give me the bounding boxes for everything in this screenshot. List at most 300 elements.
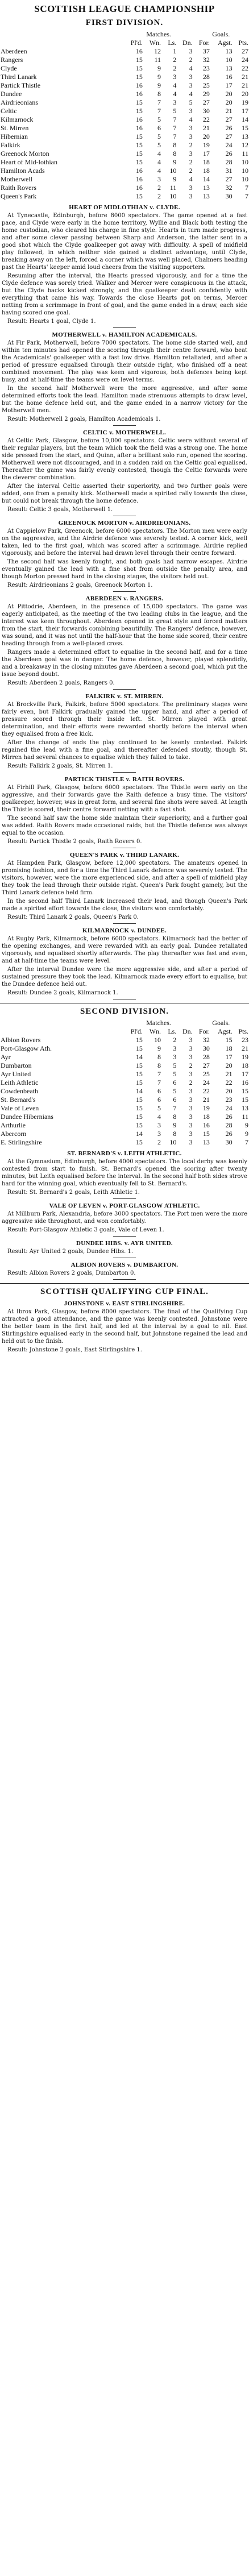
second-division-rows (0, 1036, 249, 1147)
stat-cell: 5 (157, 115, 161, 123)
table-row (0, 115, 249, 124)
stat-cell: 16 (135, 81, 143, 89)
stat-cell: 8 (173, 141, 177, 149)
report-heading: KILMARNOCK v. DUNDEE. (82, 927, 167, 934)
stat-cell: 18 (242, 1061, 248, 1069)
first-division-table (0, 30, 249, 201)
stat-cell: 2 (189, 1078, 193, 1086)
team-name: E. Stirlingshire (1, 1138, 42, 1146)
table-row (0, 184, 249, 192)
report-paragraph: At Fir Park, Motherwell, before 7000 spectators. The home side started well, and within ten minutes had opened the scoring through their centre forward, who beat the Academicals' goalkeeper with a fast low drive. Hamilton retaliated, and after a period of pressure equalised through their outside right, who finished off a neat combined movement. The play was keen and vigorous, both defences being kept busy, and at half-time the teams were on level terms. (2, 340, 247, 383)
report-heading: ST. BERNARD'S v. LEITH ATHLETIC. (67, 1150, 182, 1157)
table-row (0, 1078, 249, 1087)
stat-cell: 15 (242, 124, 248, 132)
first-division-reports (0, 204, 249, 999)
stat-cell: 16 (135, 184, 143, 192)
stat-cell: 15 (242, 1096, 248, 1104)
stat-cell: 26 (225, 124, 233, 132)
stat-cell: 21 (202, 1096, 210, 1104)
stat-cell: 21 (225, 107, 233, 115)
stat-cell: 10 (225, 56, 233, 64)
against-header: Agst. (217, 1027, 233, 1035)
stat-cell: 4 (157, 150, 161, 157)
stat-cell: 3 (157, 1121, 161, 1129)
table-row (0, 90, 249, 98)
stat-cell: 3 (189, 1087, 193, 1095)
table-row (0, 132, 249, 141)
stat-cell: 22 (225, 1078, 233, 1086)
stat-cell: 20 (202, 132, 210, 140)
stat-cell: 37 (202, 47, 210, 55)
table-row (0, 56, 249, 64)
stat-cell: 32 (202, 56, 210, 64)
stat-cell: 2 (173, 1036, 177, 1044)
report-paragraph: In the second half Motherwell were the more aggressive, and after some determined efforts took the lead. Hamilton made strenuous attempts to draw level, but the home defence held out, and the game ended in a narrow victory for the Motherwell men. (2, 385, 247, 414)
team-name: Vale of Leven (1, 1104, 39, 1112)
team-name: St. Bernard's (1, 1096, 36, 1104)
team-name: Cowdenbeath (1, 1087, 38, 1095)
table-row (0, 1096, 249, 1104)
stat-cell: 2 (189, 1061, 193, 1069)
stat-cell: 5 (157, 1104, 161, 1112)
short-rule (113, 1236, 136, 1237)
stat-cell: 11 (242, 150, 248, 157)
stat-cell: 21 (242, 81, 248, 89)
stat-cell: 17 (202, 150, 210, 157)
stat-cell: 9 (157, 81, 161, 89)
stat-cell: 3 (189, 81, 193, 89)
table-row (0, 73, 249, 81)
drawn-header: Dn. (182, 1027, 193, 1035)
stat-cell: 30 (225, 1138, 233, 1146)
team-name: Hamilton Acads (1, 167, 45, 175)
team-name: Leith Athletic (1, 1078, 39, 1086)
team-name: Dundee (1, 90, 22, 98)
team-name: Third Lanark (1, 73, 37, 81)
team-name: Aberdeen (1, 47, 27, 55)
stat-cell: 25 (202, 1070, 210, 1078)
section-divider (0, 1283, 249, 1284)
stat-cell: 17 (242, 107, 248, 115)
stat-cell: 17 (225, 1053, 233, 1061)
report-paragraph: At Tynecastle, Edinburgh, before 8000 spectators. The game opened at a fast pace, and Clyde were early in the home territory, Wyllie and Black both testing the home custodian, who cleared his charge in fine style. Hearts in turn made progress, and after some clever passing between Sharp and Anderson, the latter sent in a good shot which the Clyde goalkeeper got away with difficulty. A spell of midfield play followed, in which neither side gained a distinct advantage, until Clyde, breaking away on the left, forced a corner which was well placed, Chalmers heading past the Hearts' keeper amid loud cheers from the visiting supporters. (2, 213, 247, 271)
stat-cell: 4 (189, 64, 193, 72)
stat-cell: 26 (225, 1130, 233, 1138)
against-header: Agst. (217, 39, 233, 47)
stat-cell: 6 (173, 1096, 177, 1104)
table-row (0, 107, 249, 115)
stat-cell: 15 (135, 1036, 143, 1044)
stat-cell: 4 (189, 90, 193, 98)
stat-cell: 7 (173, 115, 177, 123)
team-name: Airdrieonians (1, 98, 38, 106)
stat-cell: 26 (225, 1113, 233, 1121)
stat-cell: 18 (202, 158, 210, 166)
stat-cell: 5 (173, 1061, 177, 1069)
stat-cell: 2 (189, 167, 193, 175)
team-name: Hibernian (1, 132, 28, 140)
report-paragraph: Result: Hearts 1 goal, Clyde 1. (7, 318, 96, 325)
stat-cell: 6 (157, 1087, 161, 1095)
stat-cell: 3 (173, 98, 177, 106)
stat-cell: 3 (189, 1104, 193, 1112)
table-row (0, 1113, 249, 1121)
stat-cell: 17 (242, 1070, 248, 1078)
stat-cell: 8 (173, 1130, 177, 1138)
report-heading: DUNDEE HIBS. v. AYR UNITED. (76, 1240, 173, 1247)
stat-cell: 13 (242, 132, 248, 140)
stat-cell: 4 (173, 81, 177, 89)
stat-cell: 14 (242, 115, 248, 123)
team-name: Clyde (1, 64, 17, 72)
table-row (0, 1061, 249, 1070)
report-heading: GREENOCK MORTON v. AIRDRIEONIANS. (58, 520, 191, 526)
report-heading: CELTIC v. MOTHERWELL. (82, 429, 167, 436)
stat-cell: 10 (169, 1138, 177, 1146)
stat-cell: 15 (135, 1138, 143, 1146)
table-row (0, 158, 249, 167)
stat-cell: 11 (169, 184, 177, 192)
stat-cell: 26 (225, 150, 233, 157)
stat-cell: 3 (189, 1121, 193, 1129)
report-paragraph: Result: Ayr United 2 goals, Dundee Hibs. 1. (7, 1248, 134, 1255)
stat-cell: 5 (157, 141, 161, 149)
stat-cell: 20 (225, 1087, 233, 1095)
stat-cell: 8 (157, 90, 161, 98)
won-header: Wn. (149, 1027, 161, 1035)
table-row (0, 192, 249, 201)
stat-cell: 3 (189, 192, 193, 200)
stat-cell: 16 (135, 175, 143, 183)
stat-cell: 9 (157, 64, 161, 72)
report-heading: QUEEN'S PARK v. THIRD LANARK. (69, 852, 180, 858)
stat-cell: 27 (202, 98, 210, 106)
stat-cell: 2 (189, 158, 193, 166)
stat-cell: 5 (173, 1070, 177, 1078)
stat-cell: 3 (157, 175, 161, 183)
stat-cell: 11 (154, 56, 161, 64)
stat-cell: 10 (169, 167, 177, 175)
report-heading: MOTHERWELL v. HAMILTON ACADEMICALS. (52, 331, 197, 338)
stat-cell: 21 (242, 73, 248, 81)
table-row (0, 141, 249, 150)
stat-cell: 12 (242, 141, 248, 149)
stat-cell: 28 (202, 1053, 210, 1061)
stat-cell: 15 (225, 1036, 233, 1044)
report-heading: FALKIRK v. ST. MIRREN. (85, 693, 164, 700)
pld-header: Pl'd. (130, 1027, 143, 1035)
cup-subheading: JOHNSTONE v. EAST STIRLINGSHIRE. (64, 1300, 185, 1307)
stat-cell: 8 (173, 150, 177, 157)
for-header: For. (198, 39, 210, 47)
table-row (0, 1121, 249, 1130)
table-header-row (0, 30, 249, 39)
stat-cell: 10 (169, 192, 177, 200)
stat-cell: 3 (189, 1070, 193, 1078)
stat-cell: 15 (135, 192, 143, 200)
stat-cell: 7 (173, 1104, 177, 1112)
stat-cell: 10 (242, 175, 248, 183)
team-name: Arthurlie (1, 1121, 26, 1129)
stat-cell: 16 (135, 124, 143, 132)
stat-cell: 22 (202, 1087, 210, 1095)
stat-cell: 4 (157, 1113, 161, 1121)
report-paragraph: Resuming after the interval, the Hearts pressed vigorously, and for a time the Clyde defence was sorely tried. Walker and Mercer were conspicuous in the attack, but the Clyde backs kicked strongly, and the goalkeeper dealt confidently with everything that came his way. Towards the close Hearts got on terms, Mercer netting from a scrimmage in front of goal, and the game ended in a draw, each side having scored one goal. (2, 273, 247, 316)
stat-cell: 27 (225, 175, 233, 183)
table-subheader-row (0, 39, 249, 47)
stat-cell: 27 (202, 1061, 210, 1069)
cup-heading: SCOTTISH QUALIFYING CUP FINAL. (40, 1287, 209, 1296)
stat-cell: 16 (225, 73, 233, 81)
for-header: For. (198, 1027, 210, 1035)
team-name: Ayr United (1, 1070, 31, 1078)
stat-cell: 15 (135, 132, 143, 140)
stat-cell: 16 (202, 1121, 210, 1129)
stat-cell: 28 (225, 1121, 233, 1129)
table-row (0, 1130, 249, 1138)
short-rule (113, 1279, 136, 1280)
team-name: St. Mirren (1, 124, 29, 132)
table-header-row (0, 1019, 249, 1027)
stat-cell: 10 (242, 158, 248, 166)
stat-cell: 20 (225, 98, 233, 106)
won-header: Wn. (149, 39, 161, 47)
stat-cell: 7 (157, 107, 161, 115)
stat-cell: 8 (157, 1061, 161, 1069)
table-row (0, 167, 249, 175)
stat-cell: 3 (173, 1044, 177, 1052)
stat-cell: 6 (157, 124, 161, 132)
report-paragraph: In the second half Third Lanark increased their lead, and though Queen's Park made a spirited effort towards the close, the visitors won comfortably. (2, 898, 247, 912)
team-name: Heart of Mid-lothian (1, 158, 57, 166)
lost-header: Ls. (168, 1027, 177, 1035)
stat-cell: 3 (189, 73, 193, 81)
goals-header: Goals. (212, 30, 230, 38)
stat-cell: 15 (135, 1096, 143, 1104)
team-name: Abercorn (1, 1130, 27, 1138)
stat-cell: 15 (135, 158, 143, 166)
stat-cell: 13 (225, 64, 233, 72)
stat-cell: 5 (157, 132, 161, 140)
table-row (0, 47, 249, 56)
second-division-heading: SECOND DIVISION. (80, 1007, 169, 1016)
stat-cell: 18 (202, 1113, 210, 1121)
stat-cell: 15 (135, 141, 143, 149)
stat-cell: 15 (135, 1121, 143, 1129)
stat-cell: 30 (202, 1044, 210, 1052)
stat-cell: 15 (135, 107, 143, 115)
stat-cell: 24 (202, 1078, 210, 1086)
report-paragraph: Result: Aberdeen 2 goals, Rangers 0. (7, 680, 115, 686)
stat-cell: 9 (157, 1044, 161, 1052)
report-paragraph: At Hampden Park, Glasgow, before 12,000 spectators. The amateurs opened in promising fashion, and for a time the Third Lanark defence was severely tested. The visitors, however, were the more experienced side, and after a spell of midfield play they took the lead through their outside right. Queen's Park fought gamely, but the Third Lanark defence held firm. (2, 860, 247, 896)
stat-cell: 7 (157, 98, 161, 106)
goals-header: Goals. (212, 1019, 230, 1027)
team-name: Albion Rovers (1, 1036, 41, 1044)
stat-cell: 24 (242, 56, 248, 64)
stat-cell: 3 (189, 1113, 193, 1121)
first-division-heading: FIRST DIVISION. (85, 18, 164, 27)
stat-cell: 9 (157, 73, 161, 81)
page-title: SCOTTISH LEAGUE CHAMPIONSHIP (34, 3, 215, 14)
stat-cell: 22 (202, 115, 210, 123)
stat-cell: 28 (202, 73, 210, 81)
second-division-table (0, 1019, 249, 1147)
stat-cell: 29 (202, 90, 210, 98)
team-name: Dumbarton (1, 1061, 32, 1069)
report-paragraph: At Ibrox Park, Glasgow, before 8000 spectators. The final of the Qualifying Cup attracted a good attendance, and the game was keenly contested. Johnstone were the better team in the first half, and led at the interval by a goal to nil. East Stirlingshire equalised early in the second half, but Johnstone regained the lead and held out to the finish. (2, 1309, 247, 1345)
stat-cell: 14 (202, 175, 210, 183)
stat-cell: 3 (189, 1044, 193, 1052)
stat-cell: 14 (135, 1053, 143, 1061)
report-paragraph: At Cappielow Park, Greenock, before 6000 spectators. The Morton men were early on the aggressive, and the Airdrie defence was severely tested. A corner kick, well taken, led to the first goal, which was scored after a scrimmage. Airdrie replied vigorously, and before the interval had drawn level through their centre forward. (2, 528, 247, 557)
stat-cell: 3 (189, 107, 193, 115)
stat-cell: 27 (225, 115, 233, 123)
stat-cell: 15 (135, 1044, 143, 1052)
stat-cell: 2 (157, 1138, 161, 1146)
report-paragraph: Result: Johnstone 2 goals, East Stirlingshire 1. (7, 1347, 142, 1353)
stat-cell: 15 (135, 98, 143, 106)
stat-cell: 15 (135, 73, 143, 81)
stat-cell: 13 (225, 47, 233, 55)
stat-cell: 25 (202, 81, 210, 89)
stat-cell: 4 (157, 167, 161, 175)
stat-cell: 16 (135, 115, 143, 123)
stat-cell: 13 (202, 192, 210, 200)
short-rule (113, 1198, 136, 1199)
stat-cell: 30 (225, 192, 233, 200)
stat-cell: 21 (242, 1044, 248, 1052)
team-name: Motherwell (1, 175, 32, 183)
stat-cell: 1 (173, 47, 177, 55)
team-name: Kilmarnock (1, 115, 34, 123)
report-paragraph: At Millburn Park, Alexandria, before 3000 spectators. The Port men were the more aggressive side throughout, and won comfortably. (2, 1211, 247, 1225)
report-heading: ABERDEEN v. RANGERS. (85, 595, 164, 602)
stat-cell: 15 (135, 56, 143, 64)
stat-cell: 20 (225, 90, 233, 98)
table-row (0, 98, 249, 107)
stat-cell: 16 (135, 90, 143, 98)
stat-cell: 3 (189, 124, 193, 132)
table-row (0, 81, 249, 90)
table-row (0, 1104, 249, 1113)
team-name: Dundee Hibernians (1, 1113, 53, 1121)
report-paragraph: At Pittodrie, Aberdeen, in the presence of 15,000 spectators. The game was eagerly anticipated, as the meeting of the two leading clubs in the league, and the interest was keen throughout. Aberdeen opened in great style and forced matters from the start, their forwards combining beautifully. The Rangers' defence, however, was sound, and it was not until the half-hour that the home side scored, their centre heading through from a well-placed cross. (2, 604, 247, 647)
stat-cell: 15 (135, 64, 143, 72)
stat-cell: 21 (225, 1070, 233, 1078)
lost-header: Ls. (168, 39, 177, 47)
newspaper-page (0, 3, 249, 1354)
stat-cell: 23 (242, 1036, 248, 1044)
report-paragraph: Result: Motherwell 2 goals, Hamilton Academicals 1. (7, 416, 161, 422)
report-paragraph: Result: Celtic 3 goals, Motherwell 1. (7, 507, 113, 513)
stat-cell: 3 (189, 1138, 193, 1146)
stat-cell: 27 (225, 132, 233, 140)
stat-cell: 16 (242, 1078, 248, 1086)
stat-cell: 19 (242, 98, 248, 106)
stat-cell: 7 (157, 1078, 161, 1086)
stat-cell: 5 (173, 107, 177, 115)
stat-cell: 3 (189, 1130, 193, 1138)
short-rule (113, 772, 136, 773)
table-row (0, 64, 249, 73)
team-name: Partick Thistle (1, 81, 41, 89)
report-paragraph: At the Gymnasium, Edinburgh, before 4000 spectators. The local derby was keenly contested from start to finish. St. Bernard's opened the scoring after twenty minutes, but Leith equalised before the interval. In the second half both sides strove hard for the winning goal, which eventually fell to St. Bernard's. (2, 1159, 247, 1187)
stat-cell: 8 (157, 1053, 161, 1061)
stat-cell: 18 (225, 1044, 233, 1052)
stat-cell: 4 (189, 175, 193, 183)
stat-cell: 3 (189, 1096, 193, 1104)
report-paragraph: The second half was keenly fought, and both goals had narrow escapes. Airdrie eventually gained the lead with a fine shot from outside the penalty area, and though Morton pressed hard in the closing stages, the visitors held out. (2, 559, 247, 580)
stat-cell: 5 (189, 98, 193, 106)
stat-cell: 8 (173, 1113, 177, 1121)
team-name: Queen's Park (1, 192, 37, 200)
report-paragraph: Result: Partick Thistle 2 goals, Raith Rovers 0. (7, 839, 142, 845)
stat-cell: 10 (242, 167, 248, 175)
team-name: Falkirk (1, 141, 20, 149)
stat-cell: 4 (173, 90, 177, 98)
table-row (0, 175, 249, 184)
stat-cell: 24 (225, 1104, 233, 1112)
stat-cell: 30 (202, 107, 210, 115)
stat-cell: 14 (135, 1130, 143, 1138)
report-heading: PARTICK THISTLE v. RAITH ROVERS. (64, 776, 185, 783)
stat-cell: 21 (202, 124, 210, 132)
table-row (0, 1087, 249, 1096)
stat-cell: 15 (242, 1087, 248, 1095)
stat-cell: 6 (157, 1096, 161, 1104)
stat-cell: 3 (173, 1053, 177, 1061)
stat-cell: 7 (173, 124, 177, 132)
stat-cell: 22 (242, 64, 248, 72)
stat-cell: 20 (225, 1061, 233, 1069)
stat-cell: 32 (202, 1036, 210, 1044)
table-row (0, 1044, 249, 1053)
table-row (0, 1053, 249, 1061)
stat-cell: 17 (225, 81, 233, 89)
stat-cell: 3 (189, 184, 193, 192)
stat-cell: 15 (135, 1061, 143, 1069)
report-paragraph: Result: Third Lanark 2 goals, Queen's Park 0. (7, 914, 139, 920)
short-rule (113, 591, 136, 592)
stat-cell: 23 (225, 1096, 233, 1104)
team-name: Ayr (1, 1053, 11, 1061)
stat-cell: 5 (173, 1087, 177, 1095)
stat-cell: 2 (189, 141, 193, 149)
points-header: Pts. (238, 39, 248, 47)
stat-cell: 16 (135, 167, 143, 175)
stat-cell: 3 (189, 132, 193, 140)
stat-cell: 9 (245, 1121, 248, 1129)
stat-cell: 9 (173, 158, 177, 166)
report-paragraph: Result: Falkirk 2 goals, St. Mirren 1. (7, 763, 113, 769)
report-paragraph: Result: St. Bernard's 2 goals, Leith Athletic 1. (7, 1189, 140, 1196)
stat-cell: 19 (242, 1053, 248, 1061)
short-rule (113, 689, 136, 690)
stat-cell: 16 (135, 47, 143, 55)
report-heading: ALBION ROVERS v. DUMBARTON. (70, 1262, 179, 1268)
stat-cell: 13 (202, 1138, 210, 1146)
stat-cell: 2 (173, 64, 177, 72)
short-rule (113, 425, 136, 426)
stat-cell: 3 (173, 73, 177, 81)
report-paragraph: At Rugby Park, Kilmarnock, before 6000 spectators. Kilmarnock had the better of the opening exchanges, and were rewarded with an early goal. Dundee retaliated vigorously, and equalised shortly afterwards. The play thereafter was fast and even, and at half-time the teams were level. (2, 936, 247, 964)
matches-header: Matches. (146, 1019, 171, 1027)
report-paragraph: Result: Airdrieonians 2 goals, Greenock Morton 1. (7, 582, 153, 588)
stat-cell: 2 (173, 56, 177, 64)
stat-cell: 11 (242, 1113, 248, 1121)
stat-cell: 13 (242, 1104, 248, 1112)
